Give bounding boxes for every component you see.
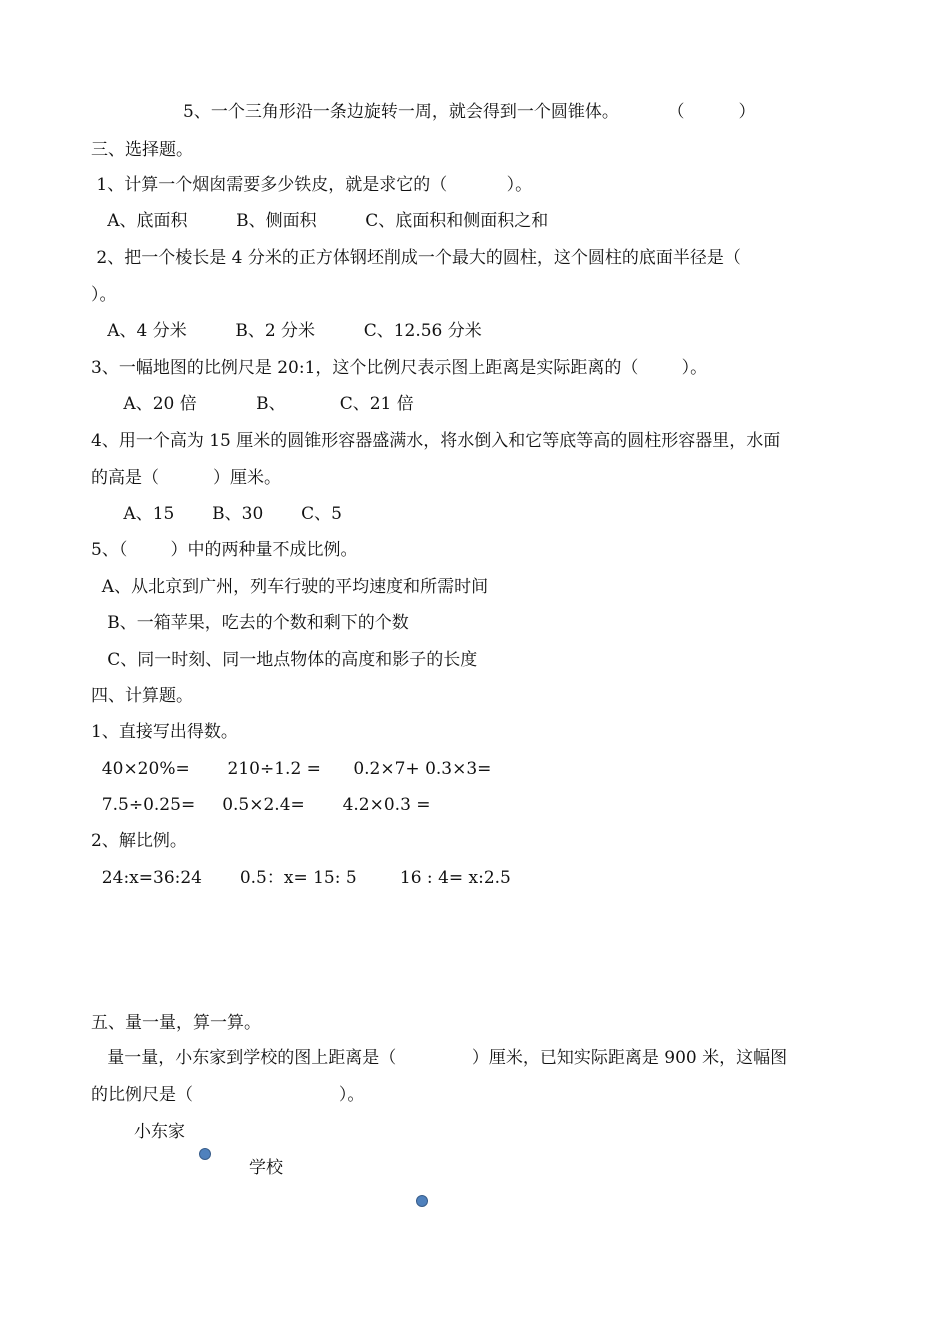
question-1-options: A、底面积 B、侧面积 C、底面积和侧面积之和 [91, 211, 549, 231]
question-4-options: A、15 B、30 C、5 [91, 504, 342, 524]
question-3-options: A、20 倍 B、 C、21 倍 [91, 394, 414, 414]
school-label: 学校 [249, 1158, 283, 1178]
section-4-heading: 四、计算题。 [91, 686, 193, 706]
question-2-options: A、4 分米 B、2 分米 C、12.56 分米 [91, 321, 482, 341]
question-1: 1、计算一个烟囱需要多少铁皮，就是求它的（ ）。 [91, 175, 533, 195]
calc-2-heading: 2、解比例。 [91, 831, 187, 851]
calc-2-row: 24:x=36:24 0.5：x= 15: 5 16 : 4= x:2.5 [91, 868, 511, 888]
section-5-heading: 五、量一量，算一算。 [91, 1013, 261, 1033]
question-5-option-c: C、同一时刻、同一地点物体的高度和影子的长度 [91, 650, 478, 670]
measure-line-2: 的比例尺是（ ）。 [91, 1085, 365, 1105]
question-4-line-1: 4、用一个高为 15 厘米的圆锥形容器盛满水，将水倒入和它等底等高的圆柱形容器里，水面 [91, 431, 781, 451]
question-5-option-a: A、从北京到广州，列车行驶的平均速度和所需时间 [91, 577, 489, 597]
question-2-line-2: ）。 [91, 285, 117, 305]
question-2-line-1: 2、把一个棱长是 4 分米的正方体钢坯削成一个最大的圆柱，这个圆柱的底面半径是（ [91, 248, 741, 268]
true-false-item-5: 5、一个三角形沿一条边旋转一周，就会得到一个圆锥体。 （ ） [183, 102, 756, 122]
school-point [416, 1195, 428, 1207]
question-5-option-b: B、一箱苹果，吃去的个数和剩下的个数 [91, 613, 409, 633]
question-4-line-2: 的高是（ ）厘米。 [91, 468, 282, 488]
question-5: 5、（ ）中的两种量不成比例。 [91, 540, 358, 560]
calc-1-row-1: 40×20%= 210÷1.2 = 0.2×7+ 0.3×3= [91, 759, 492, 779]
section-3-heading: 三、选择题。 [91, 140, 193, 160]
measure-line-1: 量一量，小东家到学校的图上距离是（ ）厘米，已知实际距离是 900 米，这幅图 [91, 1048, 788, 1068]
question-3: 3、一幅地图的比例尺是 20:1，这个比例尺表示图上距离是实际距离的（ ）。 [91, 358, 708, 378]
home-point [199, 1148, 211, 1160]
calc-1-heading: 1、直接写出得数。 [91, 722, 238, 742]
home-label: 小东家 [134, 1122, 185, 1142]
calc-1-row-2: 7.5÷0.25= 0.5×2.4= 4.2×0.3 = [91, 795, 431, 815]
